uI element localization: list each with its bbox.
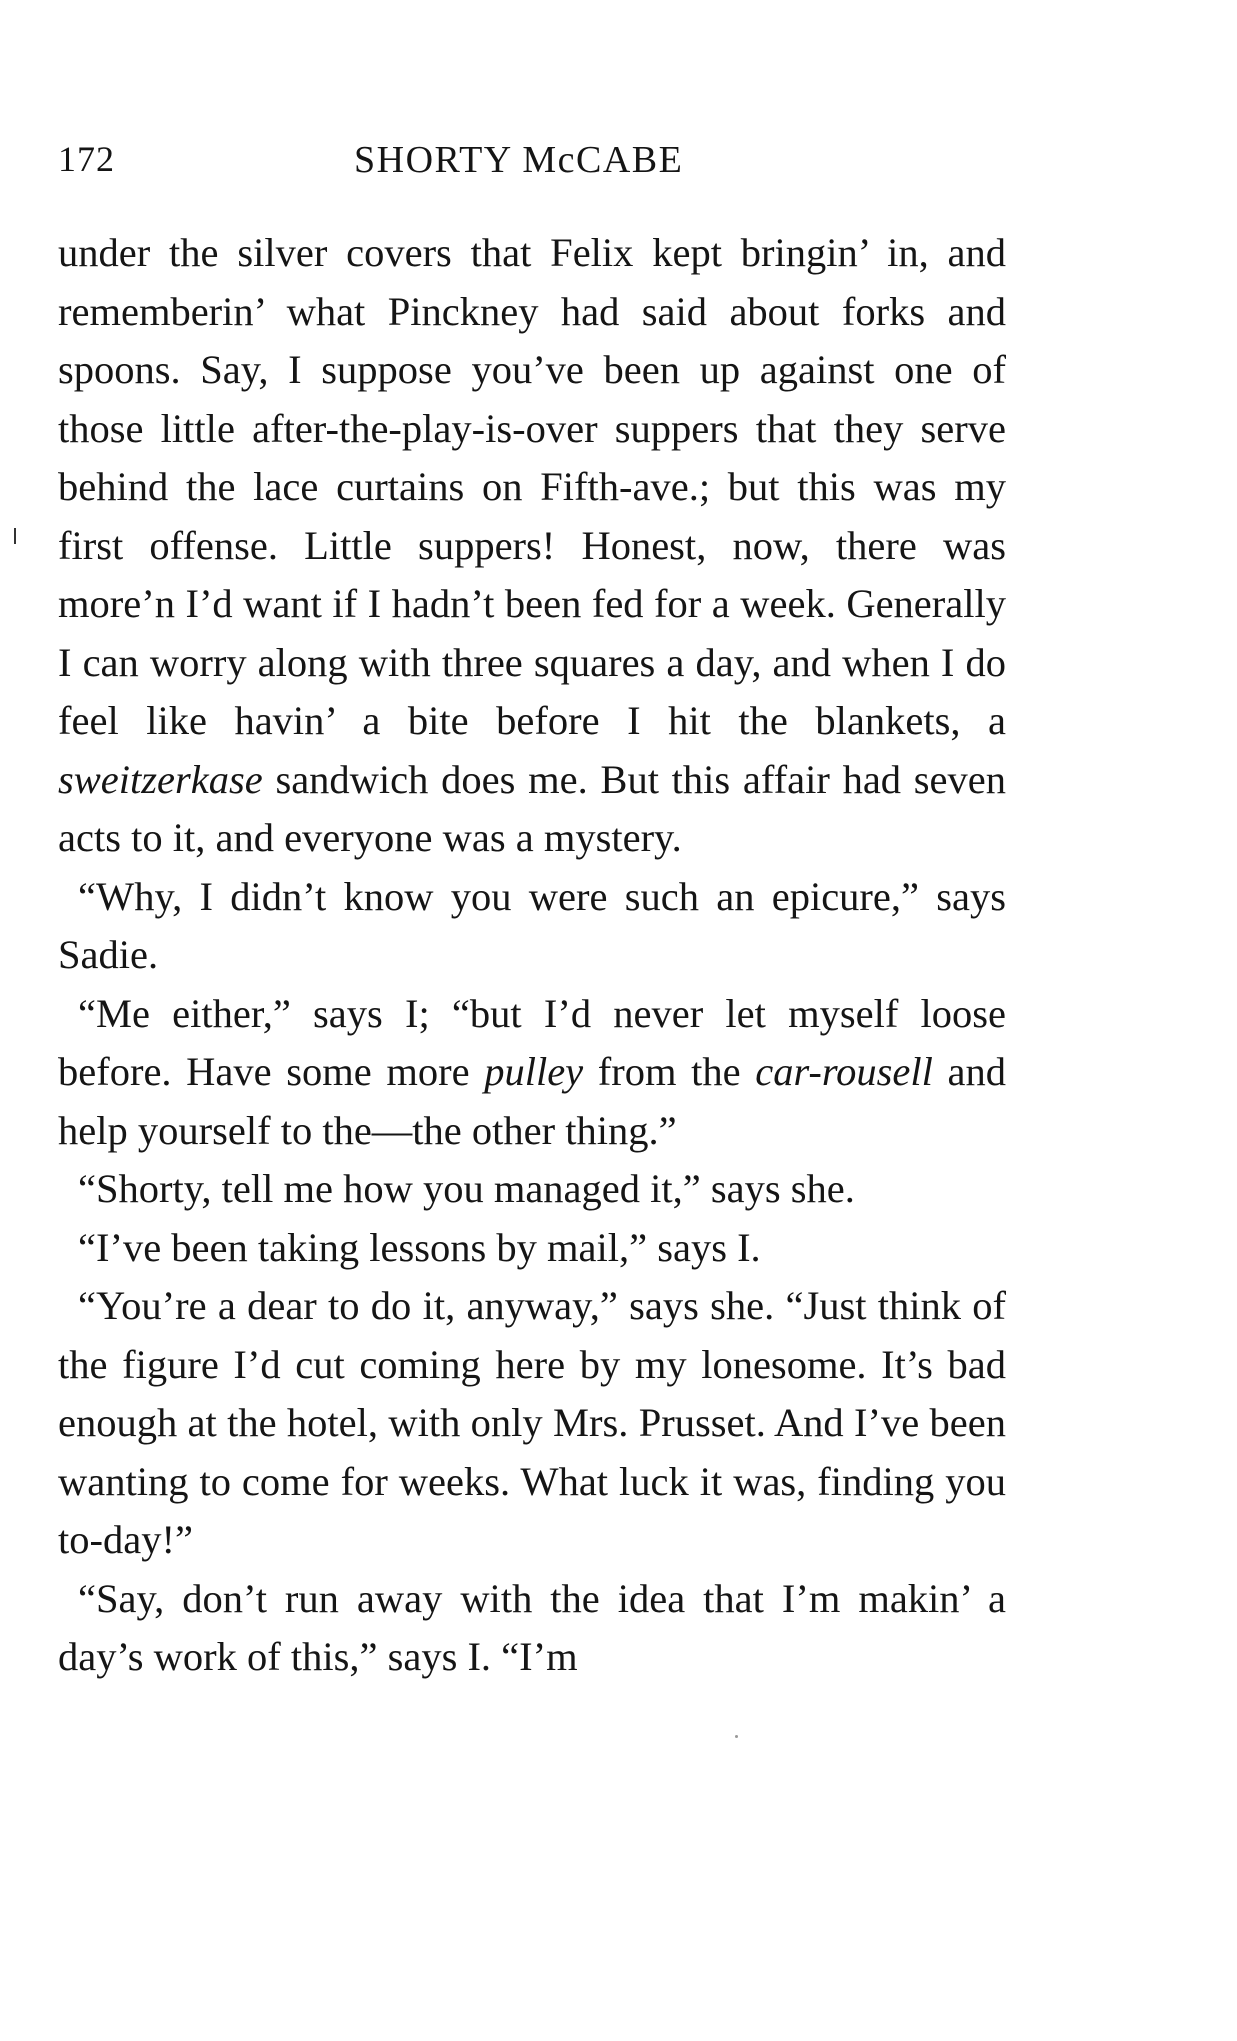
text-run: “Say, don’t run away with the idea that I’m makin’ a day’s work of this,” says I. “I’m	[58, 1575, 1006, 1679]
text-run: “I’ve been taking lessons by mail,” says I.	[78, 1224, 761, 1270]
margin-mark	[14, 528, 16, 544]
paragraph	[58, 224, 1006, 868]
body-text	[58, 224, 1006, 1687]
text-run: “You’re a dear to do it, anyway,” says she. “Just think of the figure I’d cut coming here by my lonesome. It’s bad enough at the hotel, with only Mrs. Prusset. And I’ve been wanting to come for weeks. What luck it was, finding you to-day!”	[58, 1283, 1006, 1562]
paragraph	[58, 1277, 1006, 1570]
text-run: “Why, I didn’t know you were such an epicure,” says Sadie.	[58, 873, 1006, 977]
italic-text: sweitzerkase	[58, 756, 263, 802]
italic-text: pulley	[484, 1049, 584, 1094]
paragraph	[58, 1570, 1006, 1687]
running-title: SHORTY McCABE	[354, 139, 684, 181]
italic-text: car-rousell	[755, 1049, 933, 1094]
text-run: “Shorty, tell me how you managed it,” says she.	[78, 1166, 855, 1211]
paragraph	[58, 1219, 1006, 1278]
page-header	[58, 138, 1008, 198]
paragraph	[58, 985, 1006, 1161]
text-run: from the	[583, 1049, 756, 1094]
paragraph	[58, 868, 1006, 985]
text-run: sandwich does me. But this affair had seven acts to it, and everyone was a mystery.	[58, 756, 1006, 860]
text-run: and help yourself to the—the other thing.”	[58, 1049, 1006, 1153]
paper-speck	[735, 1735, 738, 1738]
page-number: 172	[58, 139, 115, 179]
text-run: “Me either,” says I; “but I’d never let myself loose before. Have some more	[58, 990, 1006, 1094]
paragraph	[58, 1160, 1006, 1219]
text-run: under the silver covers that Felix kept bringin’ in, and rememberin’ what Pinckney had said about forks and spoons. Say, I suppose you’ve been up against one of those little after-the-play-is-over suppers that they serve behind the lace curtains on Fifth-ave.; but this was my first offense. Little suppers! Honest, now, there was more’n I’d want if I hadn’t been fed for a week. Generally I can worry along with three squares a day, and when I do feel like havin’ a bite before I hit the blankets, a	[58, 230, 1006, 743]
